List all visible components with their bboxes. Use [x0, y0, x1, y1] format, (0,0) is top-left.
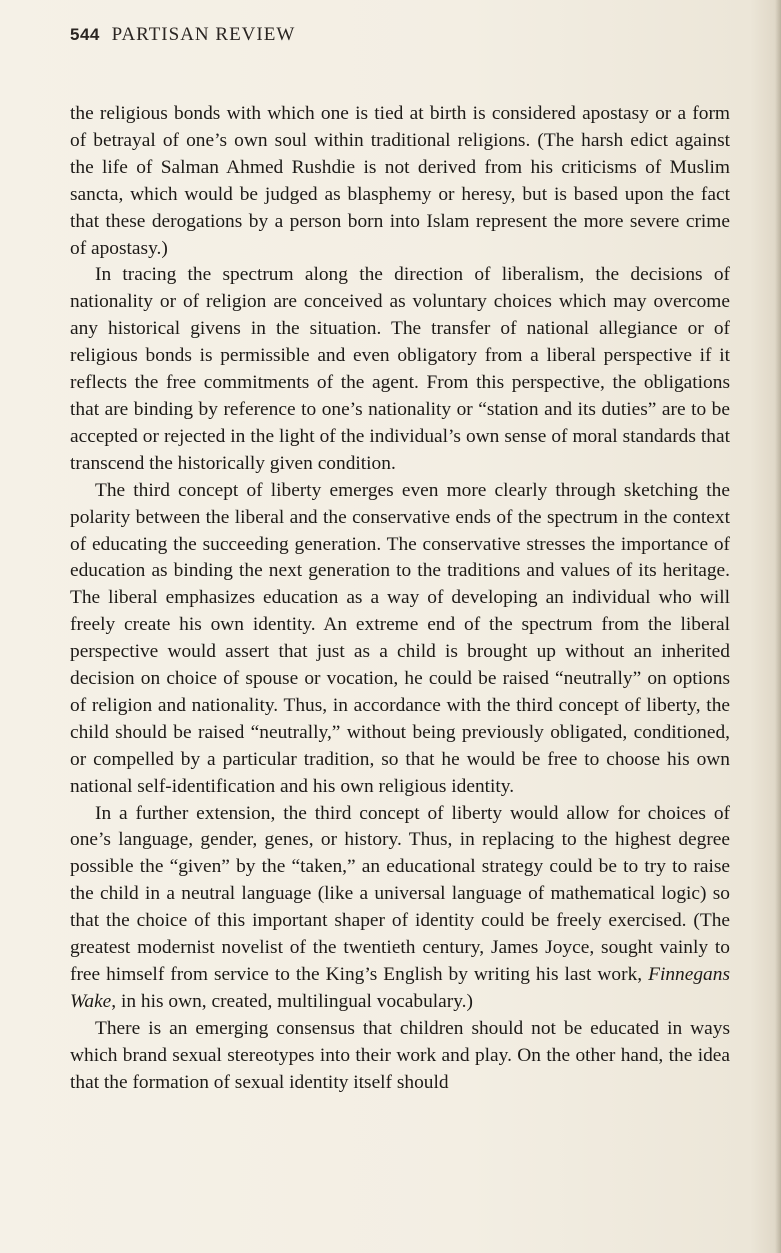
paragraph-4-text-before: In a further extension, the third concept of liberty would allow for choices of one’s language, gender, genes, or history. Thus, in replacing to the highest degree possible the “given” by the “taken,” an educational strategy could be to try to raise the child in a neutral language (like a universal language of mathematical logic) so that the choice of this important shaper of identity could be freely exercised. (The greatest modernist novelist of the twentieth century, James Joyce, sought vainly to free himself from service to the King’s English by writing his last work, [70, 802, 730, 985]
book-title-finnegans-wake: Finnegans Wake [70, 964, 730, 1012]
running-head [70, 24, 295, 46]
page-number: 544 [70, 25, 100, 44]
page-edge-shadow [775, 0, 781, 1253]
paragraph-1: the religious bonds with which one is tied at birth is considered apostasy or a form of betrayal of one’s own soul within traditional religions. (The harsh edict against the life of Salman Ahmed Rushdie is not derived from his criticisms of Muslim sancta, which would be judged as blasphemy or heresy, but is based upon the fact that these derogations by a person born into Islam represent the more severe crime of apostasy.) [70, 103, 730, 259]
body-text [70, 101, 730, 1097]
paragraph-5: There is an emerging consensus that children should not be educated in ways which brand sexual stereotypes into their work and play. On the other hand, the idea that the formation of sexual identity itself should [70, 1017, 730, 1093]
paragraph-4-text-after: , in his own, created, multilingual vocabulary.) [111, 990, 473, 1012]
paragraph-4 [70, 801, 730, 1016]
paragraph-3: The third concept of liberty emerges even more clearly through sketching the polarity between the liberal and the conservative ends of the spectrum in the context of educating the succeeding generation. The conservative stresses the importance of education as binding the next generation to the traditions and values of its heritage. The liberal emphasizes education as a way of developing an individual who will freely create his own identity. An extreme end of the spectrum from the liberal perspective would assert that just as a child is brought up without an inherited decision on choice of spouse or vocation, he could be raised “neutrally” on options of religion and nationality. Thus, in accordance with the third concept of liberty, the child should be raised “neutrally,” without being previously obligated, conditioned, or compelled by a particular tradition, so that he would be free to choose his own national self-identification and his own religious identity. [70, 479, 730, 797]
paragraph-2: In tracing the spectrum along the direction of liberalism, the decisions of nationality or of religion are conceived as voluntary choices which may overcome any historical givens in the situation. The transfer of national allegiance or of religious bonds is permissible and even obligatory from a liberal perspective if it reflects the free commitments of the agent. From this perspective, the obligations that are binding by reference to one’s nationality or “station and its duties” are to be accepted or rejected in the light of the individual’s own sense of moral standards that transcend the historically given condition. [70, 264, 730, 474]
journal-title: PARTISAN REVIEW [111, 24, 296, 45]
